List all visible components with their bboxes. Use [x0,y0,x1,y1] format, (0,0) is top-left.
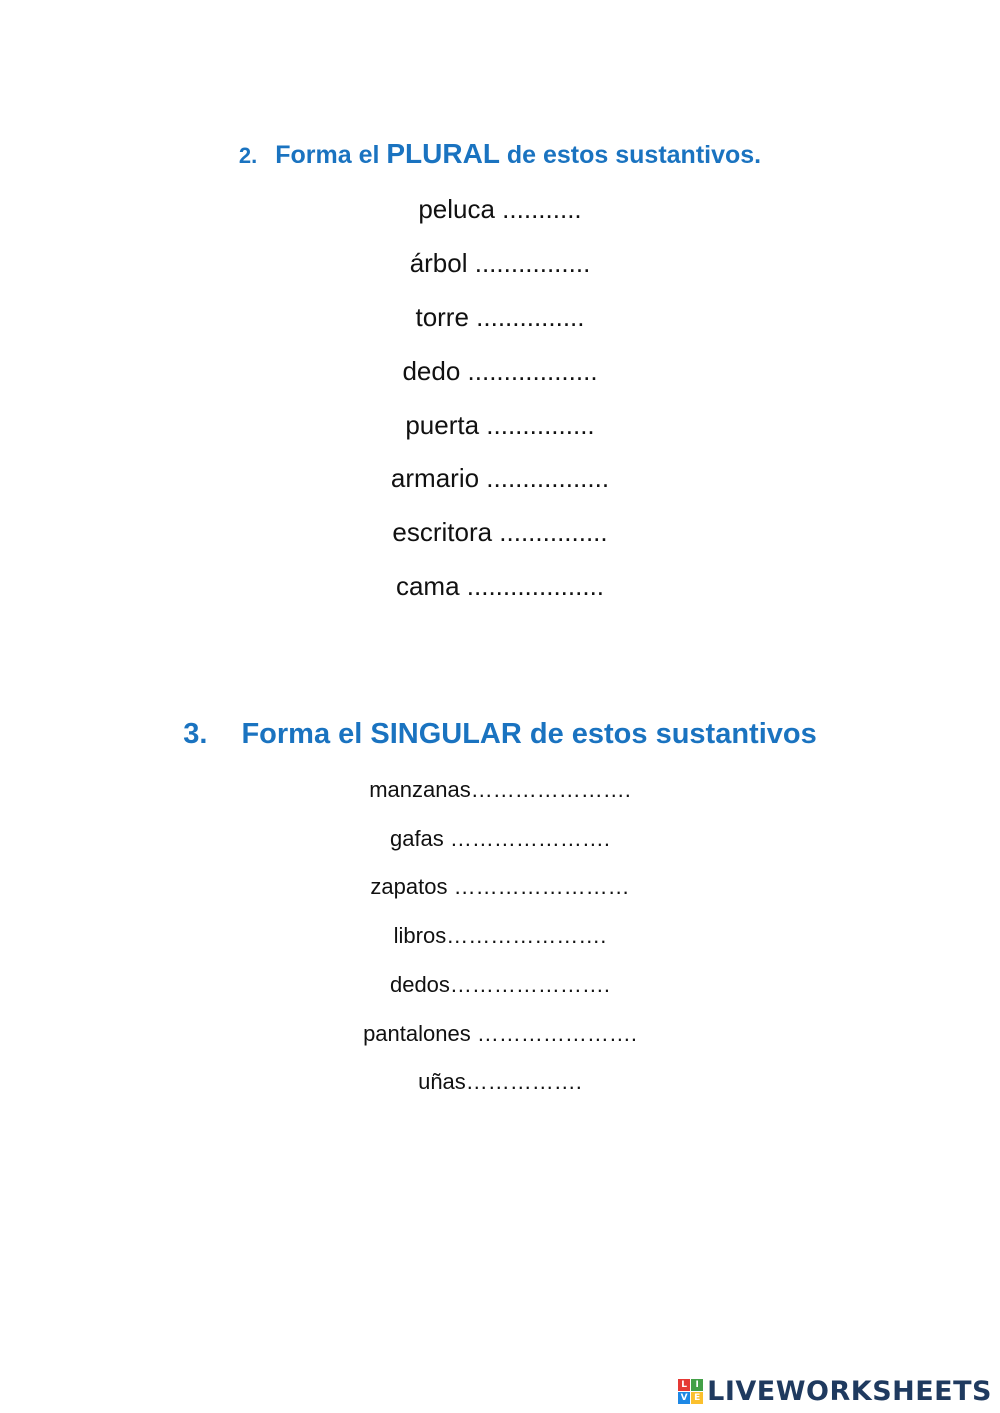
singular-item-unas: uñas……………. [418,1069,582,1094]
logo-letter-i: I [691,1379,703,1391]
section-3-number: 3. [183,718,208,750]
singular-item-gafas: gafas …………………. [389,826,611,851]
logo-letter-v: V [678,1392,690,1404]
plural-item-dedo: dedo .................. [402,356,598,386]
plural-item-puerta: puerta ............... [405,410,595,440]
plural-item-cama: cama ................... [395,571,605,601]
section-3-title-text: Forma el SINGULAR de estos sustantivos [241,718,817,750]
singular-item-zapatos: zapatos …………………… [370,874,630,899]
logo-letter-l: L [678,1379,690,1391]
section-2-title-pre: Forma el [275,141,380,169]
section-3-title [0,718,1000,751]
logo-letter-e: E [691,1392,703,1404]
plural-item-arbol: árbol ................ [409,248,591,278]
logo-text: LIVEWORKSHEETS [707,1376,992,1407]
section-2-title [0,138,1000,170]
section-2-title-key: PLURAL [386,138,500,169]
plural-item-escritora: escritora ............... [392,517,608,547]
plural-item-armario: armario ................. [390,463,610,493]
section-2-number: 2. [238,143,258,168]
plural-item-torre: torre ............... [415,302,585,332]
singular-item-libros: libros…………………. [393,923,607,948]
singular-item-manzanas: manzanas…………………. [369,777,631,802]
liveworksheets-logo [678,1376,992,1407]
singular-item-dedos: dedos…………………. [389,972,611,997]
logo-icon [678,1379,703,1404]
section-2-title-post: de estos sustantivos. [506,141,762,169]
plural-item-peluca: peluca ........... [418,194,582,224]
singular-item-pantalones: pantalones …………………. [363,1021,637,1046]
